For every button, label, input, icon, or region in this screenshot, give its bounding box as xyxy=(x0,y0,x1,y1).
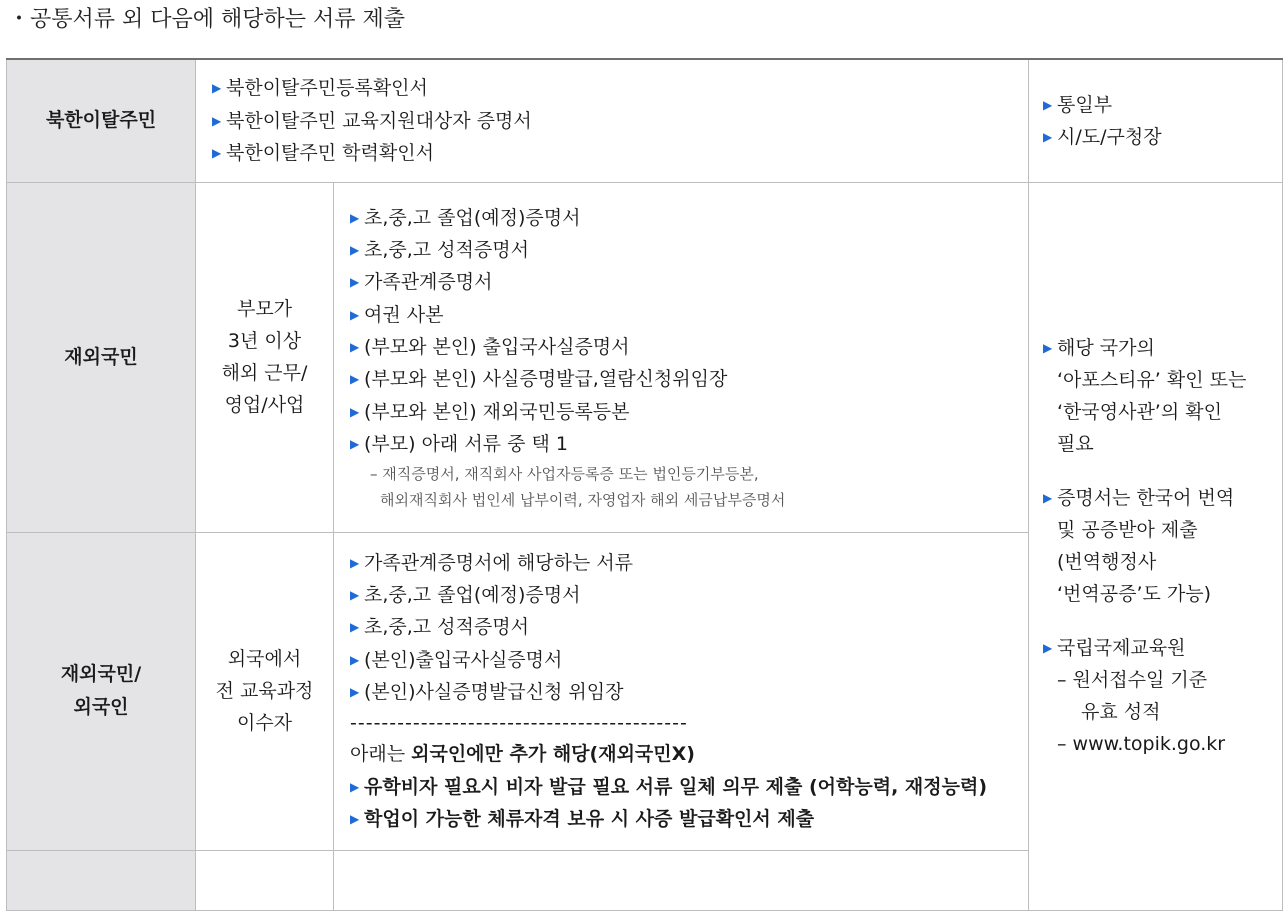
foreign-docs xyxy=(334,532,1029,850)
triangle-bullet-icon: ▶ xyxy=(350,811,360,826)
section-heading xyxy=(8,4,405,36)
row-overseas xyxy=(7,182,1283,532)
triangle-bullet-icon: ▶ xyxy=(350,685,360,699)
list-item: ▶ 북한이탈주민 교육지원대상자 증명서 xyxy=(212,105,1014,137)
docs-next xyxy=(334,850,1029,910)
category-defector xyxy=(7,59,196,182)
triangle-bullet-icon: ▶ xyxy=(1043,341,1053,355)
list-item: ▶ (부모와 본인) 사실증명발급,열람신청위임장 xyxy=(350,363,1014,395)
overseas-note-line-2: 해외재직회사 법인세 납부이력, 자영업자 해외 세금납부증명서 xyxy=(380,491,786,510)
list-item: ▶ 학업이 가능한 체류자격 보유 시 사증 발급확인서 제출 xyxy=(350,803,1014,835)
list-item: ▶ (본인)사실증명발급신청 위임장 xyxy=(350,676,1014,708)
list-item: ▶ 여권 사본 xyxy=(350,299,1014,331)
triangle-bullet-icon: ▶ xyxy=(350,340,360,354)
foreign-extra-note: 아래는 외국인에만 추가 해당(재외국민X) xyxy=(350,743,695,766)
triangle-bullet-icon: ▶ xyxy=(350,620,360,635)
list-item: ▶ 초,중,고 졸업(예정)증명서 xyxy=(350,579,1014,611)
overseas-docs xyxy=(334,182,1029,532)
triangle-bullet-icon: ▶ xyxy=(1043,129,1053,144)
category-overseas xyxy=(7,182,196,532)
list-item: ▶ 초,중,고 성적증명서 xyxy=(350,611,1014,643)
list-item: ▶ (부모와 본인) 재외국민등록등본 xyxy=(350,396,1014,428)
dashed-divider: ------------------------------------------- xyxy=(350,712,688,735)
subcategory-next xyxy=(196,850,334,910)
triangle-bullet-icon: ▶ xyxy=(350,652,360,667)
triangle-bullet-icon: ▶ xyxy=(1043,641,1053,655)
row-defector xyxy=(7,59,1283,182)
subcategory-foreign: 외국에서 전 교육과정 이수자 xyxy=(196,532,334,850)
list-item: ▶ 통일부 xyxy=(1043,89,1272,121)
category-overseas-label: 재외국민 xyxy=(64,345,138,368)
list-item: ▶ 북한이탈주민등록확인서 xyxy=(212,72,1014,104)
triangle-bullet-icon: ▶ xyxy=(350,307,360,322)
list-item: ▶ 초,중,고 성적증명서 xyxy=(350,234,1014,266)
triangle-bullet-icon: ▶ xyxy=(350,243,360,258)
defector-issuers xyxy=(1029,59,1283,182)
list-item: ▶ (본인)출입국사실증명서 xyxy=(350,644,1014,676)
triangle-bullet-icon: ▶ xyxy=(212,81,222,96)
list-item: ▶ (부모와 본인) 출입국사실증명서 xyxy=(350,331,1014,363)
category-foreign: 재외국민/ 외국인 xyxy=(7,532,196,850)
list-item: ▶ 가족관계증명서에 해당하는 서류 xyxy=(350,547,1014,579)
list-item: ▶ 유학비자 필요시 비자 발급 필요 서류 일체 의무 제출 (어학능력, 재정능력) xyxy=(350,771,1014,803)
triangle-bullet-icon: ▶ xyxy=(212,113,222,128)
category-next xyxy=(7,850,196,910)
triangle-bullet-icon: ▶ xyxy=(350,436,360,451)
list-item: ▶ (부모) 아래 서류 중 택 1 xyxy=(350,428,1014,460)
triangle-bullet-icon: ▶ xyxy=(212,145,222,160)
triangle-bullet-icon: ▶ xyxy=(350,404,360,419)
section-heading-text: 공통서류 외 다음에 해당하는 서류 제출 xyxy=(30,7,405,32)
triangle-bullet-icon: ▶ xyxy=(350,275,360,290)
category-defector-label: 북한이탈주민 xyxy=(45,109,157,132)
bullet-dot-icon: ・ xyxy=(8,7,31,32)
list-item: ▶ 초,중,고 졸업(예정)증명서 xyxy=(350,202,1014,234)
list-item: ▶ 가족관계증명서 xyxy=(350,266,1014,298)
triangle-bullet-icon: ▶ xyxy=(350,210,360,225)
triangle-bullet-icon: ▶ xyxy=(350,555,360,570)
overseas-note-line-1: – 재직증명서, 재직회사 사업자등록증 또는 법인등기부등본, xyxy=(370,465,759,484)
defector-docs xyxy=(196,59,1029,182)
list-item: ▶ 북한이탈주민 학력확인서 xyxy=(212,137,1014,169)
list-item: ▶ 시/도/구청장 xyxy=(1043,121,1272,153)
subcategory-overseas: 부모가 3년 이상 해외 근무/ 영업/사업 xyxy=(196,182,334,532)
verification-notes: ▶ 해당 국가의 ‘아포스티유’ 확인 또는 ‘한국영사관’의 확인 필요 ▶ 증명서는 한국어 번역 및 공증받아 제출 (번역행정사 ‘번역공증’도 가능) ▶ 국립국제교육원 – 원서접수일 기준 유효 성적 – www.topik.go.kr xyxy=(1029,182,1283,910)
list-item: ▶ 국립국제교육원 xyxy=(1043,632,1272,664)
triangle-bullet-icon: ▶ xyxy=(350,588,360,603)
list-item: ▶ 해당 국가의 xyxy=(1043,332,1272,364)
list-item: ▶ 증명서는 한국어 번역 xyxy=(1043,482,1272,514)
triangle-bullet-icon: ▶ xyxy=(1043,491,1053,505)
triangle-bullet-icon: ▶ xyxy=(1043,97,1053,112)
triangle-bullet-icon: ▶ xyxy=(350,779,360,794)
documents-table xyxy=(6,58,1283,911)
triangle-bullet-icon: ▶ xyxy=(350,372,360,387)
